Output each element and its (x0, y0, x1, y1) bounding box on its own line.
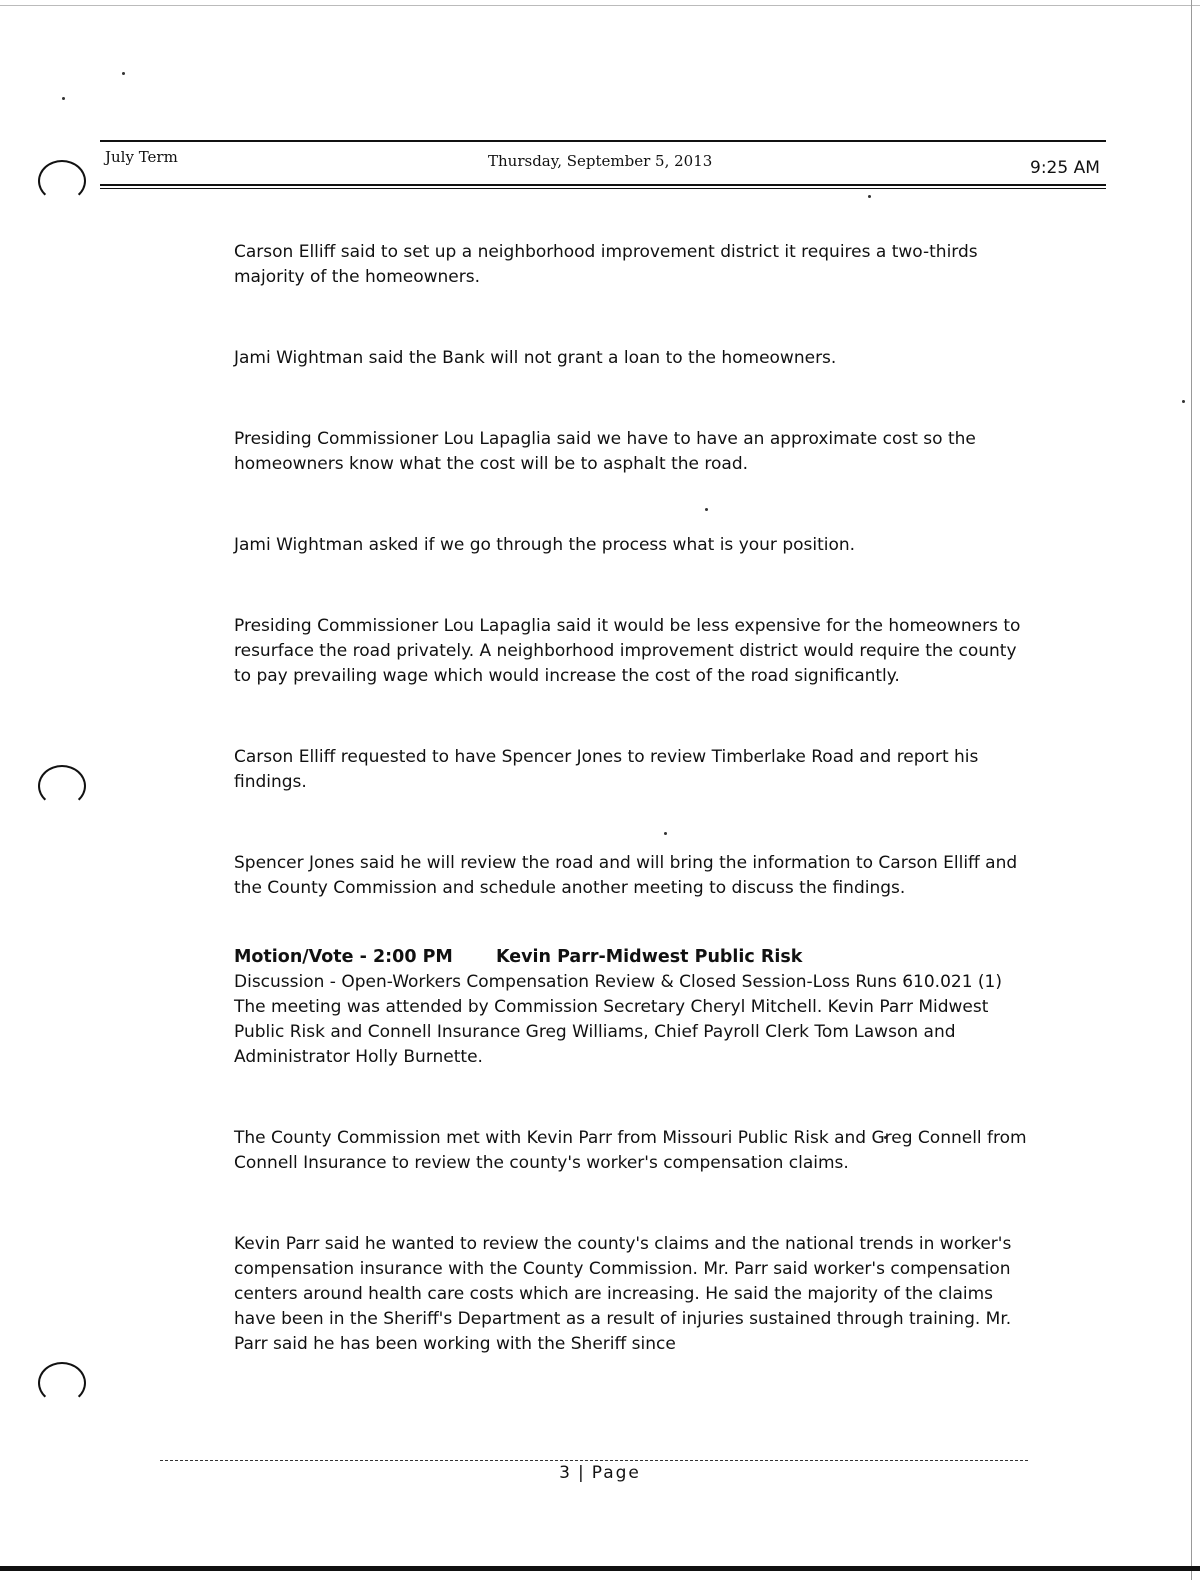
paragraph: Presiding Commissioner Lou Lapaglia said it would be less expensive for the homeowners to resurface the road privately. A neighborhood improvement district would require the county to pay prevailing wage which would increase the cost of the road significantly. (234, 616, 1021, 686)
footer-separator: | (577, 1463, 586, 1483)
footer-rule (160, 1460, 1028, 1461)
binder-hole-top (38, 160, 86, 202)
paragraph: The County Commission met with Kevin Parr from Missouri Public Risk and Greg Connell from Connell Insurance to review the county's worker's compensation claims. (234, 1128, 1027, 1173)
binder-hole-bottom (38, 1362, 86, 1404)
motion-discussion: Discussion - Open-Workers Compensation Review & Closed Session-Loss Runs 610.021 (1) (234, 972, 1002, 992)
paragraph: Carson Elliff said to set up a neighborhood improvement district it requires a two-thirds majority of the homeowners. (234, 242, 978, 287)
scan-speck (1182, 400, 1185, 403)
header-rule-bottom (100, 184, 1106, 186)
page-edge-bottom (0, 1566, 1200, 1571)
paragraph: Jami Wightman asked if we go through the process what is your position. (234, 535, 856, 555)
motion-title: Kevin Parr-Midwest Public Risk (496, 947, 803, 967)
motion-attendance: The meeting was attended by Commission Secretary Cheryl Mitchell. Kevin Parr Midwest Public Risk and Connell Insurance Greg Williams, Chief Payroll Clerk Tom Lawson and Administrator Holly Burnette. (234, 997, 989, 1067)
minutes-body (234, 240, 1034, 1357)
page-edge-right (1191, 0, 1192, 1580)
page-footer (0, 1463, 1200, 1483)
header-rule-top (100, 140, 1106, 142)
paragraph: Carson Elliff requested to have Spencer Jones to review Timberlake Road and report his findings. (234, 747, 979, 792)
paragraph: Spencer Jones said he will review the road and will bring the information to Carson Elliff and the County Commission and schedule another meeting to discuss the findings. (234, 853, 1018, 898)
motion-label: Motion/Vote - 2:00 PM (234, 947, 453, 967)
paragraph: Presiding Commissioner Lou Lapaglia said we have to have an approximate cost so the homeowners know what the cost will be to asphalt the road. (234, 429, 976, 474)
scan-speck (62, 97, 65, 100)
binder-hole-middle (38, 765, 86, 807)
paragraph: Jami Wightman said the Bank will not grant a loan to the homeowners. (234, 348, 837, 368)
header-term: July Term (105, 148, 178, 166)
page-label: Page (591, 1463, 641, 1483)
scan-speck (122, 72, 125, 75)
motion-heading (234, 945, 1034, 970)
scan-speck (868, 195, 871, 198)
header-rule-bottom-thin (100, 188, 1106, 189)
paragraph: Kevin Parr said he wanted to review the county's claims and the national trends in worker's compensation insurance with the County Commission. Mr. Parr said worker's compensation centers around health care costs which are increasing. He said the majority of the claims have been in the Sheriff's Department as a result of injuries sustained through training. Mr. Parr said he has been working with the Sheriff since (234, 1234, 1012, 1354)
header-date: Thursday, September 5, 2013 (488, 152, 713, 170)
page-number: 3 (559, 1463, 572, 1483)
page-edge-top (0, 5, 1200, 6)
header-time: 9:25 AM (1030, 158, 1100, 178)
